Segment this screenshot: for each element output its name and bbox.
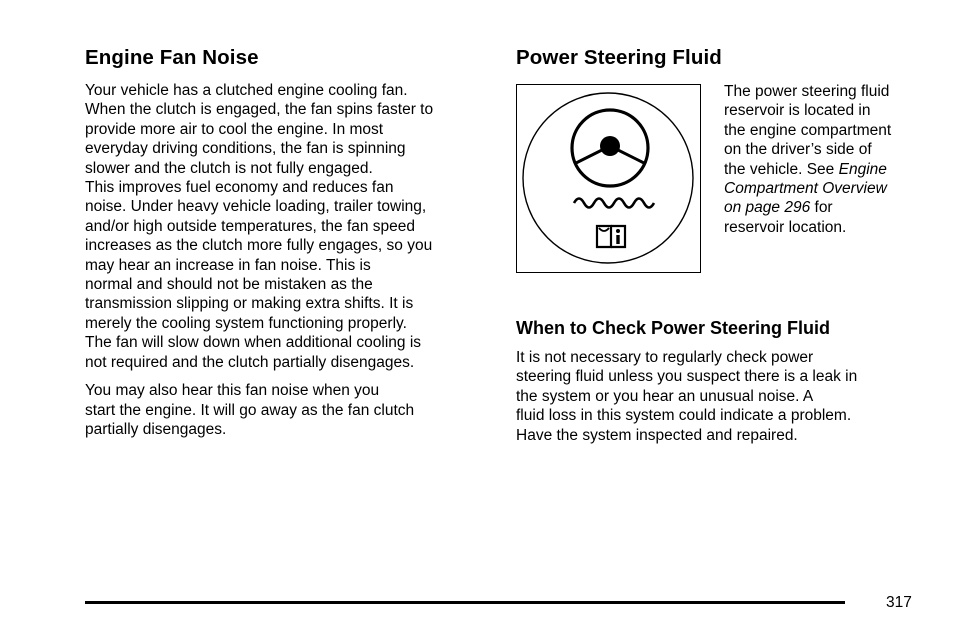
subsection-title: When to Check Power Steering Fluid [516,318,831,338]
figure-row [516,84,926,276]
fan-noise-paragraph-2: You may also hear this fan noise when you start the engine. It will go away as the fan clutch partially disengages. [85,382,415,438]
fan-noise-paragraph-1: Your vehicle has a clutched engine cooling fan. When the clutch is engaged, the fan spins faster to provide more air to cool the engine. In most everyday driving conditions, the fan is spinning slower and the clutch is not fully engaged. This improves fuel economy and reduces fan noise. Under heavy vehicle loading, trailer towing, and/or high outside temperatures, the fan speed increases as the clutch more fully engages, so you may hear an increase in fan noise. This is normal and should not be mistaken as the transmission slipping or making extra shifts. It is merely the cooling system functioning properly. The fan will slow down when additional cooling is not required and the clutch partially disengages. [85,82,434,371]
subsection-when-to-check [516,317,936,454]
page-number: 317 [886,594,912,611]
section-title-power-steering-fluid: Power Steering Fluid [516,46,722,69]
figure-caption [724,82,929,237]
section-title-engine-fan-noise: Engine Fan Noise [85,46,259,69]
fluid-waves-icon [574,199,654,208]
right-column [516,46,926,276]
caption-text: The power steering fluid reservoir is located in the engine compartment on the driver’s side of the vehicle. See [724,83,892,178]
footer-divider [85,601,845,604]
left-column [85,46,495,448]
caption-text-end: for reservoir location. [724,199,847,236]
power-steering-fluid-symbol-icon [516,84,701,273]
owner-manual-icon [597,226,625,247]
caption-page-reference: Engine Compartment Overview on page 296 [724,160,887,217]
when-to-check-paragraph: It is not necessary to regularly check power steering fluid unless you suspect there is a leak in the system or you hear an unusual noise. A fluid loss in this system could indicate a problem. Have the system inspected and repaired. [516,349,858,444]
steering-wheel-icon [517,85,699,271]
